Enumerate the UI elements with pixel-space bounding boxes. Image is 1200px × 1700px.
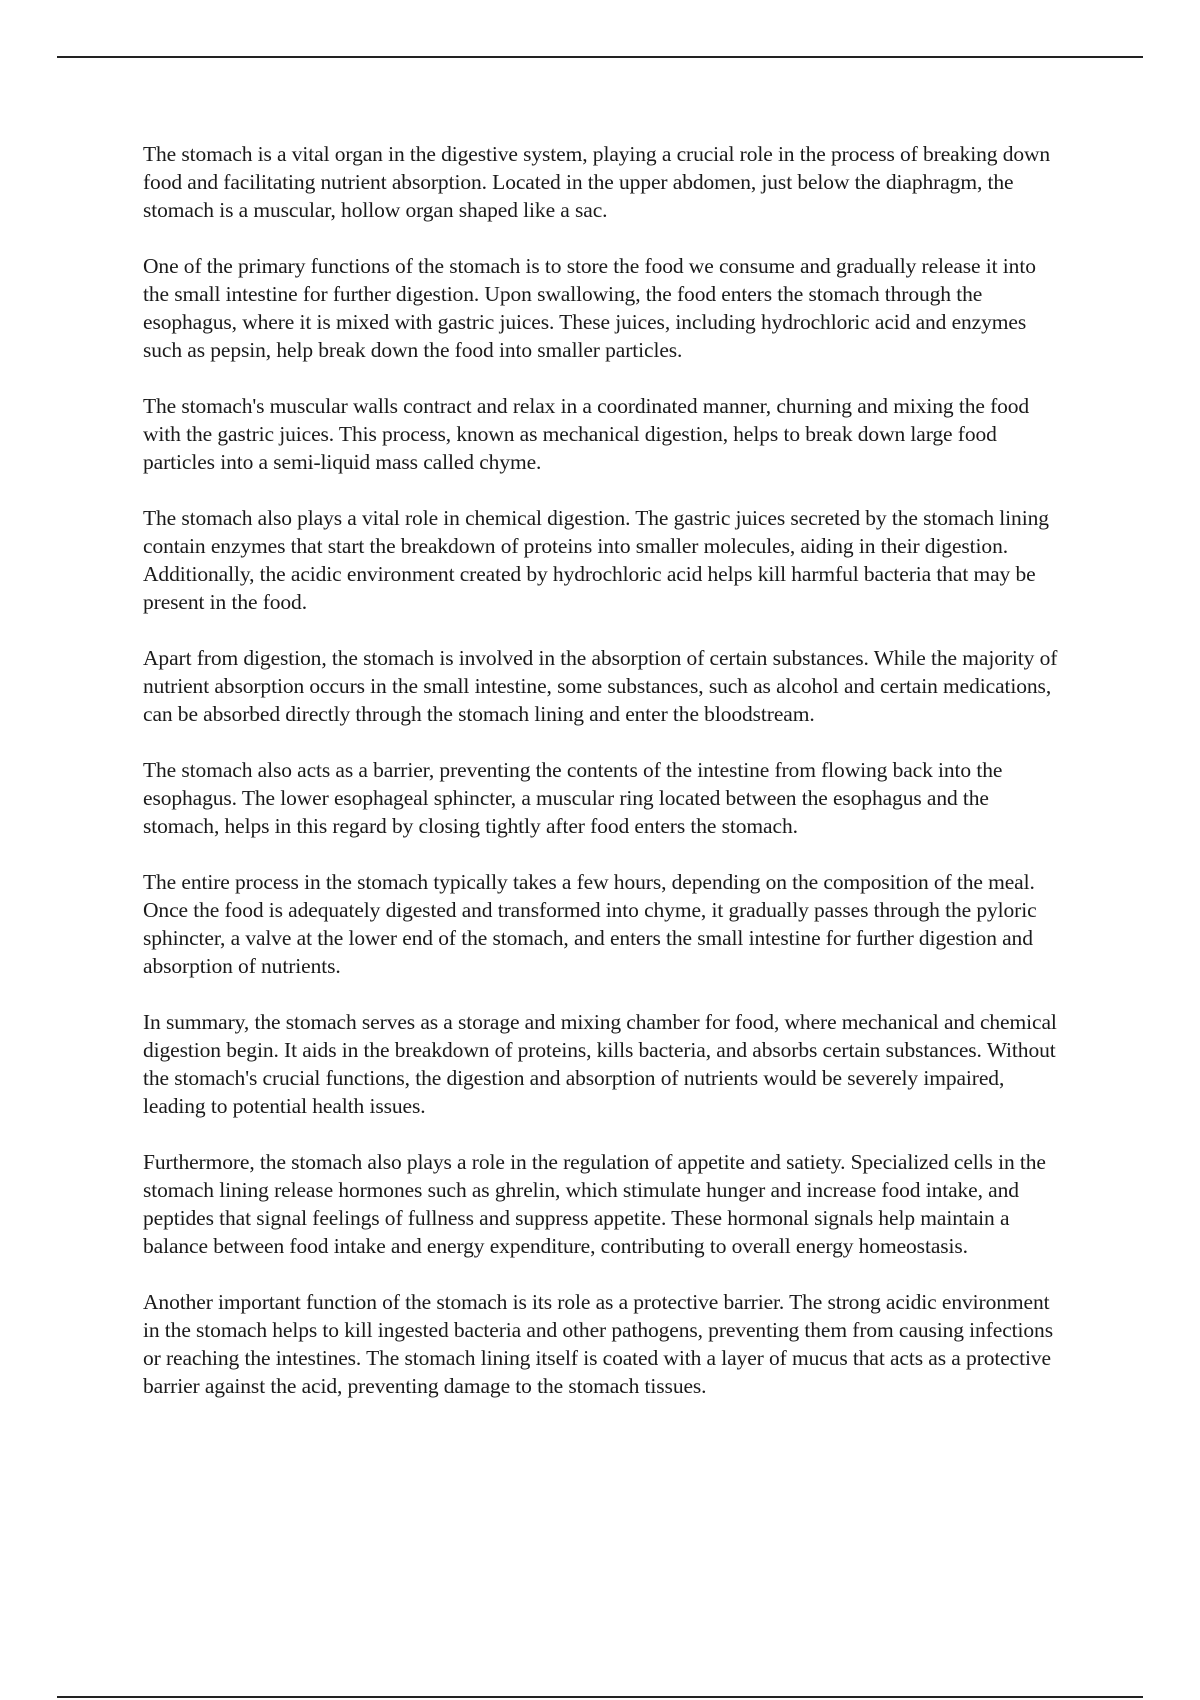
- paragraph-6: The stomach also acts as a barrier, preventing the contents of the intestine from flowing back into the esophagus. The lower esophageal sphincter, a muscular ring located between the esophagus and the stomach, helps in this regard by closing tightly after food enters the stomach.: [143, 758, 1003, 838]
- footer-rule: [57, 1696, 1143, 1698]
- paragraph-1: The stomach is a vital organ in the digestive system, playing a crucial role in the process of breaking down food and facilitating nutrient absorption. Located in the upper abdomen, just below the diaphragm, the stomach is a muscular, hollow organ shaped like a sac.: [143, 142, 1051, 222]
- paragraph-10: Another important function of the stomach is its role as a protective barrier. The strong acidic environment in the stomach helps to kill ingested bacteria and other pathogens, preventing them from causing infections or reaching the intestines. The stomach lining itself is coated with a layer of mucus that acts as a protective barrier against the acid, preventing damage to the stomach tissues.: [143, 1290, 1053, 1398]
- paragraph-4: The stomach also plays a vital role in chemical digestion. The gastric juices secreted by the stomach lining contain enzymes that start the breakdown of proteins into smaller molecules, aiding in their digestion. Additionally, the acidic environment created by hydrochloric acid helps kill harmful bacteria that may be present in the food.: [143, 506, 1049, 614]
- paragraph-8: In summary, the stomach serves as a storage and mixing chamber for food, where mechanical and chemical digestion begin. It aids in the breakdown of proteins, kills bacteria, and absorbs certain substances. Without the stomach's crucial functions, the digestion and absorption of nutrients would be severely impaired, leading to potential health issues.: [143, 1010, 1057, 1118]
- header-rule: [57, 56, 1143, 58]
- paragraph-9: Furthermore, the stomach also plays a role in the regulation of appetite and satiety. Specialized cells in the stomach lining release hormones such as ghrelin, which stimulate hunger and increase food intake, and peptides that signal feelings of fullness and suppress appetite. These hormonal signals help maintain a balance between food intake and energy expenditure, contributing to overall energy homeostasis.: [143, 1150, 1046, 1258]
- paragraph-2: One of the primary functions of the stomach is to store the food we consume and gradually release it into the small intestine for further digestion. Upon swallowing, the food enters the stomach through the esophagus, where it is mixed with gastric juices. These juices, including hydrochloric acid and enzymes such as pepsin, help break down the food into smaller particles.: [143, 254, 1036, 362]
- paragraph-7: The entire process in the stomach typically takes a few hours, depending on the composition of the meal. Once the food is adequately digested and transformed into chyme, it gradually passes through the pyloric sphincter, a valve at the lower end of the stomach, and enters the small intestine for further digestion and absorption of nutrients.: [143, 870, 1037, 978]
- document-body: [143, 140, 1063, 1428]
- paragraph-5: Apart from digestion, the stomach is involved in the absorption of certain substances. While the majority of nutrient absorption occurs in the small intestine, some substances, such as alcohol and certain medications, can be absorbed directly through the stomach lining and enter the bloodstream.: [143, 646, 1058, 726]
- paragraph-3: The stomach's muscular walls contract and relax in a coordinated manner, churning and mixing the food with the gastric juices. This process, known as mechanical digestion, helps to break down large food particles into a semi-liquid mass called chyme.: [143, 394, 1030, 474]
